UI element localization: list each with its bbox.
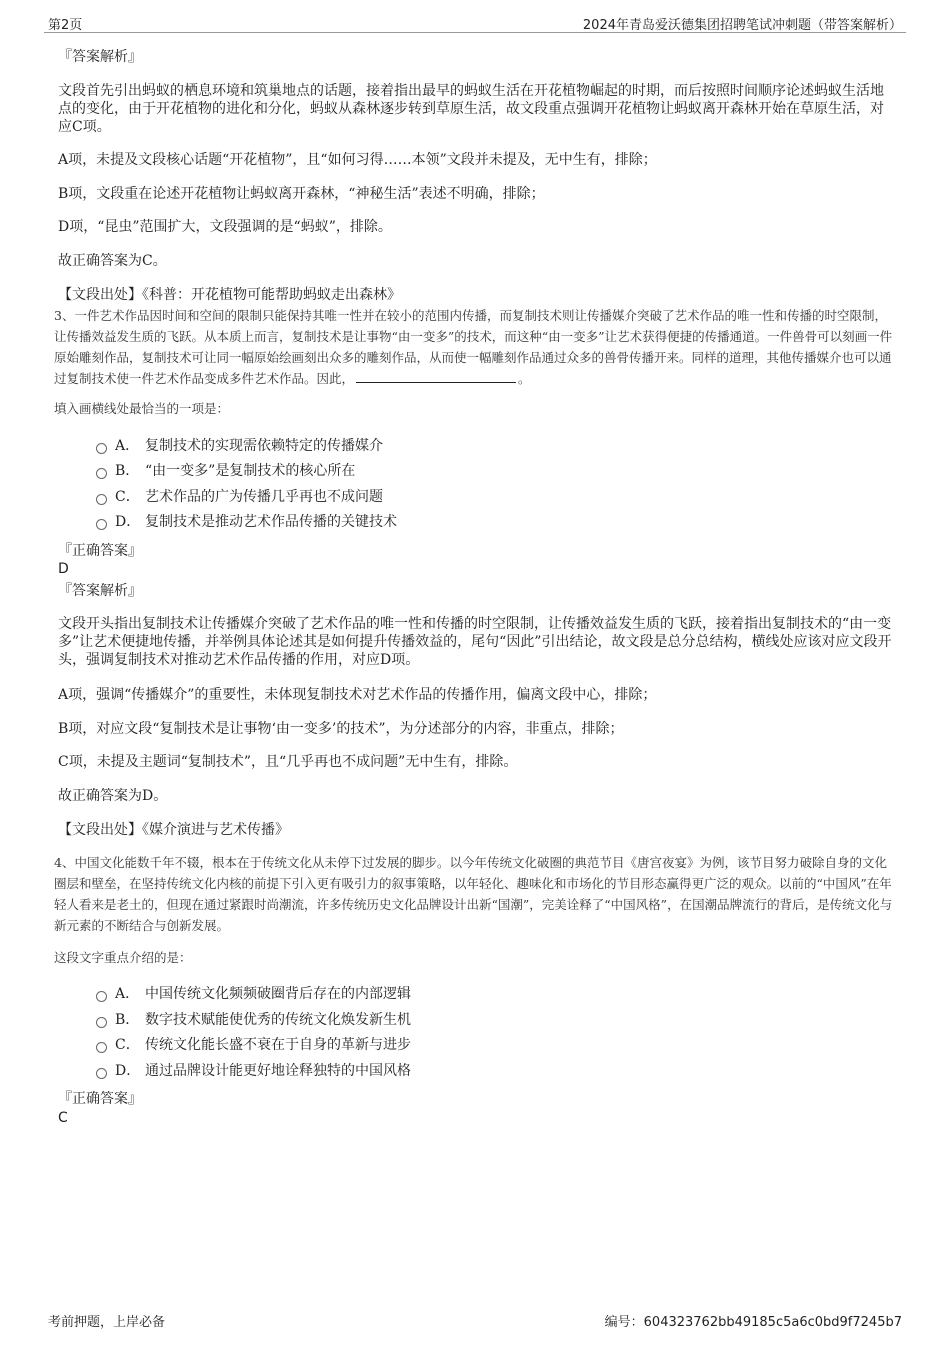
option-letter: B． xyxy=(115,463,140,479)
option-letter: A． xyxy=(115,438,140,454)
q3-option-a[interactable] xyxy=(96,436,383,456)
q3-blank xyxy=(356,370,516,383)
radio-icon[interactable] xyxy=(96,1042,107,1053)
option-letter: B． xyxy=(115,1012,140,1028)
q2-option-d-analysis: D项，“昆虫”范围扩大，文段强调的是“蚂蚁”，排除。 xyxy=(58,219,392,235)
option-letter: D． xyxy=(115,514,141,530)
option-text: 通过品牌设计能更好地诠释独特的中国风格 xyxy=(145,1063,411,1079)
option-letter: A． xyxy=(115,986,140,1002)
option-letter: C． xyxy=(115,1037,140,1053)
q3-option-a-analysis: A项，强调“传播媒介”的重要性，未体现复制技术对艺术作品的传播作用，偏离文段中心，排除； xyxy=(58,687,657,703)
radio-icon[interactable] xyxy=(96,519,107,530)
option-letter: D． xyxy=(115,1063,141,1079)
radio-icon[interactable] xyxy=(96,991,107,1002)
q4-prompt: 这段文字重点介绍的是： xyxy=(54,950,192,965)
q3-analysis-text: 文段开头指出复制技术让传播媒介突破了艺术作品的唯一性和传播的时空限制，让传播效益发生质的飞跃，接着指出复制技术的“由一变多”让艺术便捷地传播，并举例具体论述其是如何提升传播效益的，尾句“因此”引出结论，故文段是总分总结构，横线处应该对应文段开头，强调复制技术对推动艺术作品传播的作用，对应D项。 xyxy=(58,616,892,668)
q4-answer: C xyxy=(58,1110,68,1126)
q2-analysis-text: 文段首先引出蚂蚁的栖息环境和筑巢地点的话题，接着指出最早的蚂蚁生活在开花植物崛起的时期，而后按照时间顺序论述蚂蚁生活地点的变化，由于开花植物的进化和分化，蚂蚁从森林逐步转到草原生活，故文段重点强调开花植物让蚂蚁离开森林开始在草原生活，对应C项。 xyxy=(58,83,884,135)
page-footer xyxy=(44,1311,906,1331)
radio-icon[interactable] xyxy=(96,443,107,454)
option-text: 传统文化能长盛不衰在于自身的革新与进步 xyxy=(145,1037,411,1053)
option-letter: C． xyxy=(115,489,140,505)
q2-analysis-label: 『答案解析』 xyxy=(58,49,142,65)
q3-option-c-analysis: C项，未提及主题词“复制技术”，且“几乎再也不成问题”无中生有，排除。 xyxy=(58,754,518,770)
q3-prompt: 填入画横线处最恰当的一项是： xyxy=(54,401,230,416)
q4-answer-label: 『正确答案』 xyxy=(58,1091,142,1107)
option-text: “由一变多”是复制技术的核心所在 xyxy=(145,463,356,479)
q4-option-b[interactable] xyxy=(96,1010,411,1030)
radio-icon[interactable] xyxy=(96,1068,107,1079)
radio-icon[interactable] xyxy=(96,494,107,505)
q3-option-c[interactable] xyxy=(96,487,383,507)
q4-stem: 4、中国文化能数千年不辍，根本在于传统文化从未停下过发展的脚步。以今年传统文化破圈的典范节目《唐宫夜宴》为例，该节目努力破除自身的文化圈层和壁垒，在坚持传统文化内核的前提下引入更有吸引力的叙事策略，以年轻化、趣味化和市场化的节目形态赢得更广泛的观众。以前的“中国风”在年轻人看来是老土的，但现在通过紧跟时尚潮流，许多传统历史文化品牌设计出新“国潮”，完美诠释了“中国风格”，在国潮品牌流行的背后，是传统文化与新元素的不断结合与创新发展。 xyxy=(54,855,893,933)
document-title: 2024年青岛爱沃德集团招聘笔试冲刺题（带答案解析） xyxy=(582,18,902,33)
option-text: 艺术作品的广为传播几乎再也不成问题 xyxy=(145,489,383,505)
q4-option-c[interactable] xyxy=(96,1035,411,1055)
option-text: 复制技术的实现需依赖特定的传播媒介 xyxy=(145,438,383,454)
page-header xyxy=(44,10,906,33)
q3-option-d[interactable] xyxy=(96,512,397,532)
q2-conclusion: 故正确答案为C。 xyxy=(58,253,167,269)
document-id: 编号：604323762bb49185c5a6c0bd9f7245b7 xyxy=(604,1315,902,1330)
option-text: 复制技术是推动艺术作品传播的关键技术 xyxy=(145,514,397,530)
q3-answer-label: 『正确答案』 xyxy=(58,543,142,559)
q3-stem-end: 。 xyxy=(518,371,531,386)
q2-option-b-analysis: B项，文段重在论述开花植物让蚂蚁离开森林，“神秘生活”表述不明确，排除； xyxy=(58,186,545,202)
q2-source: 【文段出处】《科普：开花植物可能帮助蚂蚁走出森林》 xyxy=(58,287,401,303)
q4-option-a[interactable] xyxy=(96,984,411,1004)
q4-option-d[interactable] xyxy=(96,1061,411,1081)
q3-answer: D xyxy=(58,561,69,577)
q3-stem-text: 3、一件艺术作品因时间和空间的限制只能保持其唯一性并在较小的范围内传播，而复制技术则让传播媒介突破了艺术作品的唯一性和传播的时空限制，让传播效益发生质的飞跃。从本质上而言，复制技术是让事物“由一变多”的技术，而这种“由一变多”让艺术获得便捷的传播通道。一件兽骨可以刻画一件原始雕刻作品，复制技术可让同一幅原始绘画刻出众多的雕刻作品，从而使一幅雕刻作品通过众多的兽骨传播开来。同样的道理，其他传播媒介也可以通过复制技术使一件艺术作品变成多件艺术作品。因此， xyxy=(54,308,893,386)
q3-conclusion: 故正确答案为D。 xyxy=(58,788,168,804)
q3-source: 【文段出处】《媒介演进与艺术传播》 xyxy=(58,822,289,838)
footer-slogan: 考前押题，上岸必备 xyxy=(48,1315,166,1330)
option-text: 数字技术赋能使优秀的传统文化焕发新生机 xyxy=(145,1012,411,1028)
q3-stem xyxy=(54,305,898,389)
q2-option-a-analysis: A项，未提及文段核心话题“开花植物”，且“如何习得……本领”文段并未提及，无中生有，排除； xyxy=(58,152,657,168)
q3-option-b-analysis: B项，对应文段“复制技术是让事物‘由一变多’的技术”，为分述部分的内容，非重点，排除； xyxy=(58,721,624,737)
option-text: 中国传统文化频频破圈背后存在的内部逻辑 xyxy=(145,986,411,1002)
q3-analysis-label: 『答案解析』 xyxy=(58,583,142,599)
radio-icon[interactable] xyxy=(96,468,107,479)
page-number: 第2页 xyxy=(48,18,83,33)
radio-icon[interactable] xyxy=(96,1017,107,1028)
q3-option-b[interactable] xyxy=(96,461,355,481)
